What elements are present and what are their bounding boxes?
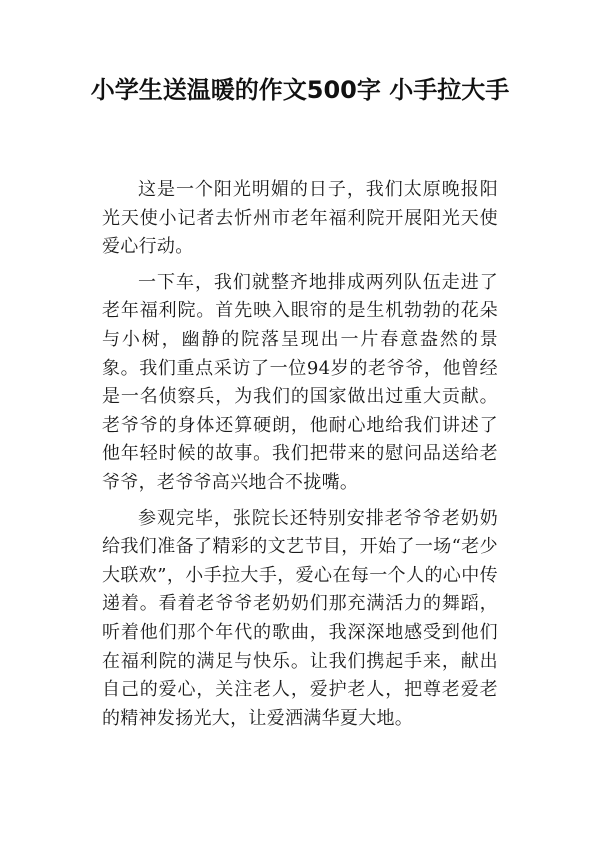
- document-title: 小学生送温暖的作文500字 小手拉大手: [90, 76, 510, 104]
- document-body: [102, 176, 498, 740]
- paragraph-1: 这是一个阳光明媚的日子，我们太原晚报阳光天使小记者去忻州市老年福利院开展阳光天使爱心行动。: [102, 179, 498, 258]
- paragraph-3: 参观完毕，张院长还特别安排老爷爷老奶奶给我们准备了精彩的文艺节目，开始了一场“老少大联欢”，小手拉大手，爱心在每一个人的心中传递着。看着老爷爷老奶奶们那充满活力的舞蹈，听着他们那个年代的歌曲，我深深地感受到他们在福利院的满足与快乐。让我们携起手来，献出自己的爱心，关注老人，爱护老人，把尊老爱老的精神发扬光大，让爱洒满华夏大地。: [102, 507, 498, 729]
- paragraph-2: 一下车，我们就整齐地排成两列队伍走进了老年福利院。首先映入眼帘的是生机勃勃的花朵与小树，幽静的院落呈现出一片春意盎然的景象。我们重点采访了一位94岁的老爷爷，他曾经是一名侦察兵，为我们的国家做出过重大贡献。老爷爷的身体还算硬朗，他耐心地给我们讲述了他年轻时候的故事。我们把带来的慰问品送给老爷爷，老爷爷高兴地合不拢嘴。: [102, 271, 498, 493]
